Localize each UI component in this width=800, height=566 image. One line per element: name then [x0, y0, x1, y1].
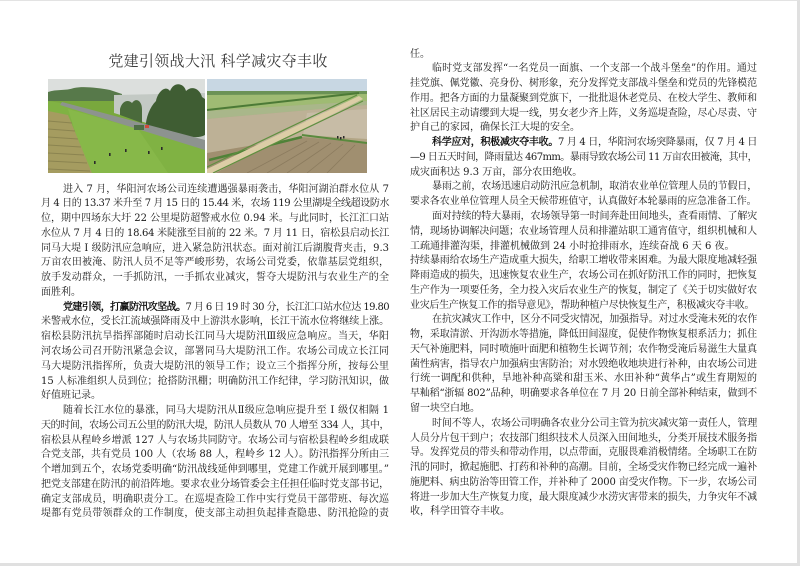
fields-scene — [207, 79, 367, 173]
text-line: 个增加到五个，农场党委明确“防汛战线延伸到哪里，党建工作就开展到哪里。” — [41, 464, 389, 476]
text-line: 确定支部成员，明确职责分工。在巡堤查险工作中实行党员干部带班、每次巡 — [41, 493, 389, 505]
section-heading-scientific-response: 科学应对，积极减灾夺丰收。 — [432, 137, 559, 149]
text-line: 把党支部建在防汛的前沿阵地。要求农业分场管委会主任担任临时党支部书记， — [41, 478, 389, 490]
text-line: 挂党旗、佩党徽、亮身份、树形象，充分发挥党支部战斗堡垒和党员的先锋模范 — [410, 78, 757, 90]
text-line: 合党支部，共有党员 100 人（农场 88 人，程岭乡 12 人）。防汛指挥分所由三 — [41, 449, 389, 461]
paragraph-responsibility — [410, 417, 757, 520]
text-line: 物，采取清淤、开沟沥水等措施，降低田间湿度，促使作物恢复根系活力；抓住 — [410, 329, 757, 341]
text-line: 月 4 日的 13.37 米升至 7 月 15 日的 15.44 米，农场 119 公里湖堤全线超设防水 — [41, 198, 389, 210]
text-line: 社区居民主动请缨到大堤一线，男女老少齐上阵，义务巡堤查险，尽心尽责、守 — [410, 107, 757, 119]
left-column — [41, 183, 389, 523]
text-line: 好值班记录。 — [41, 390, 101, 402]
text-line: 导。发挥党员的带头和带动作用，以点带面，克服畏难消极情绪。全场职工在防 — [410, 447, 757, 459]
paragraph-continuation — [410, 48, 757, 63]
text-line: 持续暴雨给农场生产造成重大损失，给职工增收带来困难。为最大限度地减轻强 — [410, 255, 757, 267]
text-line: 要求各农业单位管理人员全天候带班值守，认真做好本轮暴雨的应急准备工作。 — [410, 196, 757, 208]
text-line: 放手发动群众，一手抓防汛，一手抓农业减灾，誓夺大堤防汛与农业生产的全 — [41, 272, 389, 284]
photo-levee-patrol — [48, 79, 205, 173]
paragraph-flood-situation — [41, 183, 389, 301]
text-line: 情，现场协调解决问题；农业场管理人员和排灌站职工通宵值守，组织机械和人 — [410, 225, 757, 237]
levee-scene — [48, 79, 205, 173]
text-line: 行统一调配和供种，旱地补种高粱和甜玉米、水田补种“黄华占”或生育期短的 — [410, 373, 757, 385]
paragraph-disaster-guidance — [410, 313, 757, 416]
text-line: 留一块空白地。 — [410, 402, 480, 414]
right-column — [410, 48, 757, 521]
text-span: 7 月 4 日，华阳河农场突降暴雨，仅 7 月 4 日 — [558, 137, 757, 149]
text-line: 任。 — [410, 48, 430, 60]
text-line: 马大堤防汛指挥所，负责大堤防汛的领导工作；设立三个指挥分所，按每公里 — [41, 360, 389, 372]
text-line: 随着长江水位的暴涨，同马大堤防汛从Ⅱ级应急响应提升至 Ⅰ 级仅相隔 1 — [63, 405, 389, 417]
text-line: 施肥料、病虫防治等田管工作，并补种了 2000 亩受灾作物。下一步，农场公司 — [410, 476, 757, 488]
text-line — [41, 301, 389, 316]
text-line: 业灾后生产恢复工作的指导意见》，帮助种植户尽快恢复生产，积极减灾夺丰收。 — [410, 299, 755, 311]
text-line — [410, 136, 757, 151]
text-line: 位，期中四场东大圩 22 公里堤防超警戒水位 0.94 米。与此同时，长江汇口站 — [41, 213, 389, 225]
text-line: 天气补施肥料，同时喷施叶面肥和植物生长调节剂；农作物受淹后易滋生大量真 — [410, 343, 757, 355]
text-line: 同马大堤 Ⅰ 级防汛应急响应，进入紧急防汛状态。面对前江后湖腹背夹击，9.3 — [41, 242, 389, 254]
text-line: 降雨造成的损失，迅速恢复农业生产，农场公司在抓好防汛工作的同时，把恢复 — [410, 270, 757, 282]
text-line: 菌性病害，指导农户加强病虫害防治；对水毁绝收地块进行补种，由农场公司进 — [410, 358, 757, 370]
text-line: 工疏通排灌沟渠，排灌机械做到 24 小时抢排雨水，连续奋战 6 天 6 夜。 — [410, 240, 735, 252]
text-line: —9 日五天时间，降雨量达 467mm。暴雨导致农场公司 11 万亩农田被淹，其中， — [410, 151, 757, 163]
text-line: 进入 7 月，华阳河农场公司连续遭遇强暴雨袭击，华阳河湖泊群水位从 7 — [63, 183, 389, 195]
text-line: 堤都有党员带领群众的工作制度，使支部主动担负起排查隐患、防汛抢险的责 — [41, 508, 389, 520]
paragraph-temporary-branch — [410, 62, 757, 136]
text-span: 7 月 6 日 19 时 30 分，长江汇口站水位达 19.80 — [185, 301, 389, 313]
text-line: 水位从 7 月 4 日的 18.64 米陡涨至目前的 22 米。7 月 11 日，宿松县启动长江 — [41, 227, 389, 239]
text-line: 时间不等人，农场公司明确各农业分公司主管为抗灾减灾第一责任人，管理 — [432, 417, 757, 429]
paragraph-joint-party-branch — [41, 404, 389, 522]
text-line: 成灾面积达 9.3 万亩，部分农田绝收。 — [410, 166, 583, 178]
photo-flooded-fields — [207, 79, 367, 173]
paragraph-scientific-response — [410, 136, 757, 180]
text-line: 收，科学田管夺丰收。 — [410, 506, 510, 518]
text-line: 河农场公司召开防汛紧急会议，部署同马大堤防汛工作。农场公司成立长江同 — [41, 346, 389, 358]
text-line: 在抗灾减灾工作中，区分不同受灾情况，加强指导。对过水受淹未死的农作 — [432, 314, 757, 326]
section-heading-party-leadership: 党建引领，打赢防汛攻坚战。 — [63, 301, 186, 313]
text-line: 将进一步加大生产恢复力度，最大限度减少水涝灾害带来的损失，力争灾年不减 — [410, 491, 757, 503]
paragraph-during-rainstorm — [410, 210, 757, 254]
text-line: 护自己的家园，确保长江大堤的安全。 — [410, 122, 580, 134]
text-line: 宿松县防汛抗旱指挥部随时启动长江同马大堤防汛Ⅲ级应急响应。当天，华阳 — [41, 331, 389, 343]
text-line: 宿松县从程岭乡增派 127 人与农场共同防守。农场公司与宿松县程岭乡组成联 — [41, 434, 389, 446]
text-line: 人员分片包干到户；农技部门组织技术人员深入田间地头，分类开展技术服务指 — [410, 432, 757, 444]
text-line: 作用。把各方面的力量凝聚到党旗下，一批批退休老党员、在校大学生、教师和 — [410, 92, 757, 104]
text-line: 面胜利。 — [41, 286, 81, 298]
paragraph-before-rainstorm — [410, 180, 757, 210]
text-line: 天的时间，农场公司五公里的防汛大堤，防汛人员数从 70 人增至 334 人，其中， — [41, 419, 389, 431]
text-line: 万亩农田被淹、防汛人员不足等严峻形势，农场公司党委，依靠基层党组织， — [41, 257, 389, 269]
text-line: 临时党支部发挥“一名党员一面旗、一个支部一个战斗堡垒”的作用。通过 — [432, 63, 757, 75]
text-line: 15 人标准组织人员到位；抢搭防汛棚；明确防汛工作纪律，学习防汛知识，做 — [41, 375, 389, 387]
text-line: 汛的同时，掀起施肥、打药和补种的高潮。目前，全场受灾作物已经完成一遍补 — [410, 462, 757, 474]
text-line: 生产作为一项要任务，全力投入灾后农业生产的恢复，制定了《关于切实做好农 — [410, 284, 757, 296]
text-line: 米警戒水位，受长江流域强降雨及中上游洪水影响，长江干流水位将继续上涨。 — [41, 316, 389, 328]
paragraph-production-recovery — [410, 254, 757, 313]
text-line: 早籼稻“浙辐 802”品种，明确要求各单位在 7 月 20 日前全部补种结束，做到不 — [410, 388, 757, 400]
text-line: 面对持续的特大暴雨，农场领导第一时间奔赴田间地头，查看雨情、了解灾 — [432, 211, 757, 223]
text-line: 暴雨之前，农场迅速启动防汛应急机制，取消农业单位管理人员的节假日， — [432, 181, 757, 193]
paragraph-party-leadership — [41, 301, 389, 404]
article-title: 党建引领战大汛 科学减灾夺丰收 — [108, 52, 328, 70]
